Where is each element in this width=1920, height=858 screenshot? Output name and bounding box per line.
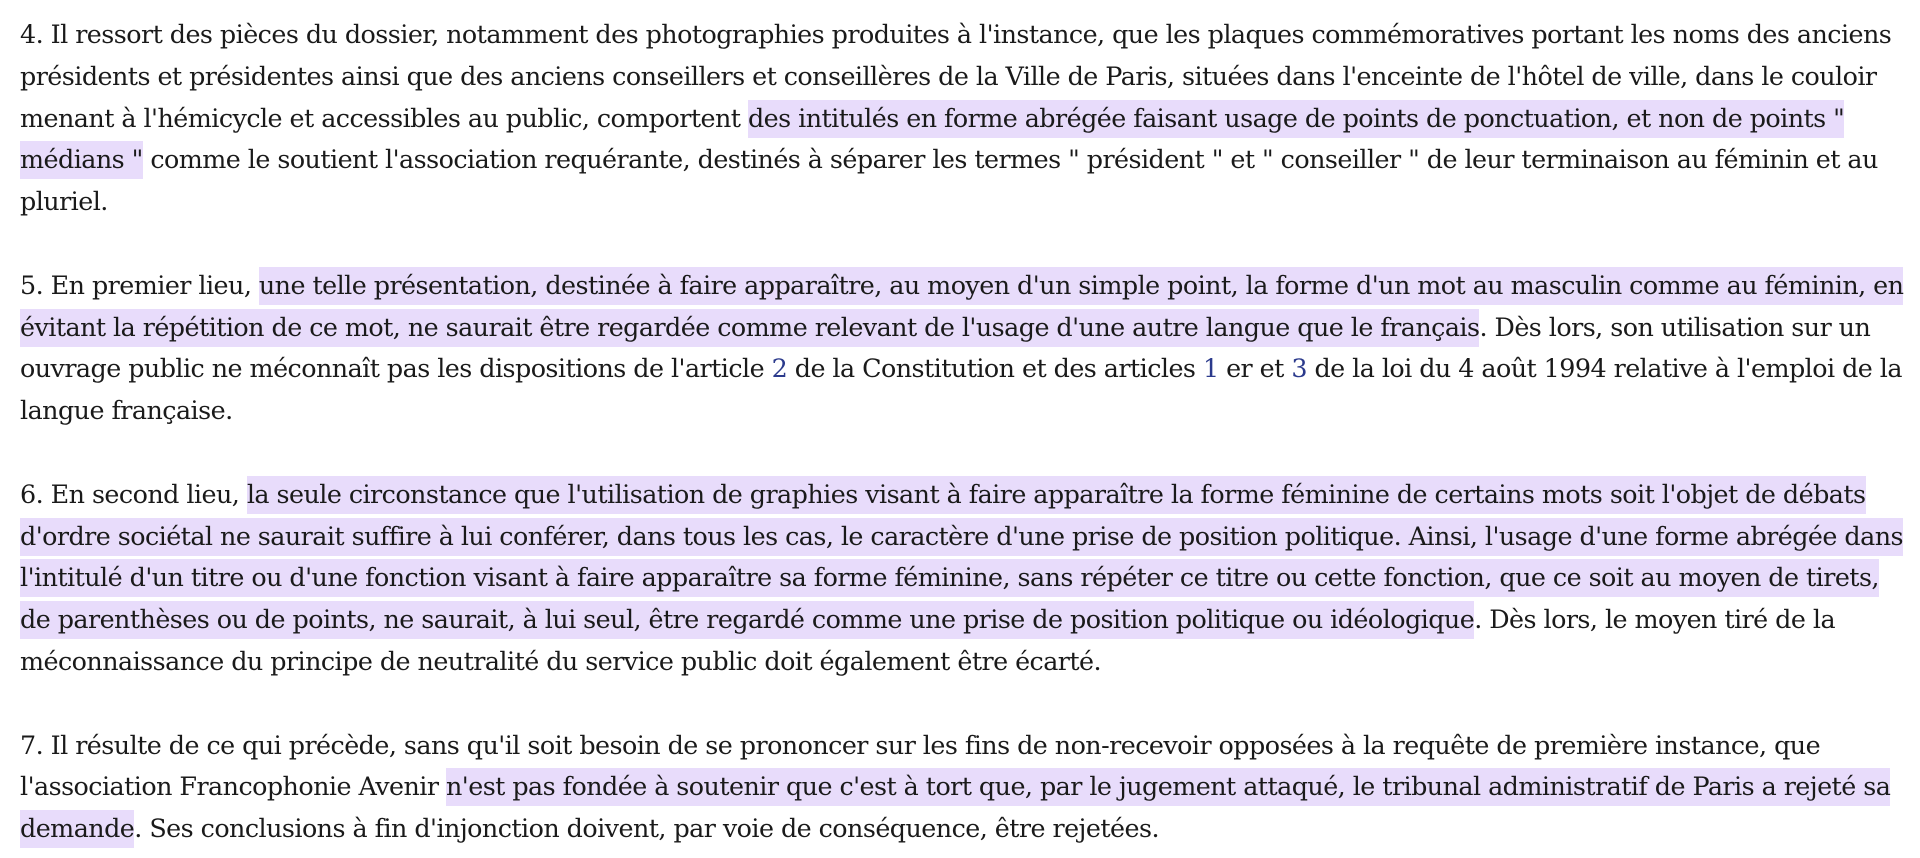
paragraph-4 — [20, 14, 1905, 223]
text-segment: comme le soutient l'association requérante, destinés à séparer les termes " président " et " conseiller " de leur terminaison au féminin et au pluriel. — [20, 144, 1878, 217]
text-segment: 4. Il ressort des pièces du dossier, notamment des photographies produites à l'instance, que les plaques commémoratives portant les noms des anciens présidents et présidentes ainsi que des anciens conseillers et conseillères de la Ville de Paris, situées dans l'enceinte de l'hôtel de ville, dans le couloir menant à l'hémicycle et accessibles au public, comportent — [20, 19, 1892, 133]
article-1-link[interactable]: 1 — [1202, 353, 1219, 384]
article-2-constitution-link[interactable]: 2 — [771, 353, 795, 384]
text-segment: . Dès lors, le moyen tiré de la méconnaissance du principe de neutralité du service public doit également être écarté. — [20, 604, 1836, 676]
text-segment: er et — [1218, 353, 1292, 384]
article-3-link[interactable]: 3 — [1291, 353, 1315, 384]
document-body — [20, 14, 1905, 850]
text-segment: 6. En second lieu, — [20, 478, 247, 509]
paragraph-6 — [20, 474, 1905, 683]
text-segment: 5. En premier lieu, — [20, 269, 259, 300]
text-segment: . Dès lors, son utilisation sur un ouvrage public ne méconnaît pas les dispositions de l'article — [20, 311, 1871, 384]
highlighted-passage[interactable]: une telle présentation, destinée à faire apparaître, au moyen d'un simple point, la forme d'un mot au masculin comme au féminin, en évitant la répétition de ce mot, ne saurait être regardée comme relevant de l'usage d'une autre langue que le français — [20, 267, 1903, 347]
paragraph-7 — [20, 725, 1905, 850]
highlighted-passage[interactable]: des intitulés en forme abrégée faisant usage de points de ponctuation, et non de points " médians " — [20, 100, 1844, 180]
paragraph-5 — [20, 265, 1905, 432]
text-segment: de la loi du 4 août 1994 relative à l'emploi de la langue française. — [20, 353, 1902, 426]
text-segment: 7. Il résulte de ce qui précède, sans qu'il soit besoin de se prononcer sur les fins de non-recevoir opposées à la requête de première instance, que l'association Francophonie Avenir — [20, 729, 1821, 802]
text-segment: de la Constitution et des articles — [794, 353, 1203, 384]
highlighted-passage[interactable]: la seule circonstance que l'utilisation de graphies visant à faire apparaître la forme féminine de certains mots soit l'objet de débats d'ordre sociétal ne saurait suffire à lui conférer, dans tous les cas, le caractère d'une prise de position politique. Ainsi, l'usage d'une forme abrégée dans l'intitulé d'un titre ou d'une fonction visant à faire apparaître sa forme féminine, sans répéter ce titre ou cette fonction, que ce soit au moyen de tirets, de parenthèses ou de points, ne saurait, à lui seul, être regardé comme une prise de position politique ou idéologique — [20, 476, 1903, 639]
highlighted-passage[interactable]: n'est pas fondée à soutenir que c'est à tort que, par le jugement attaqué, le tribunal administratif de Paris a rejeté sa demande — [20, 768, 1890, 848]
text-segment: . Ses conclusions à fin d'injonction doivent, par voie de conséquence, être rejetées. — [134, 813, 1159, 844]
